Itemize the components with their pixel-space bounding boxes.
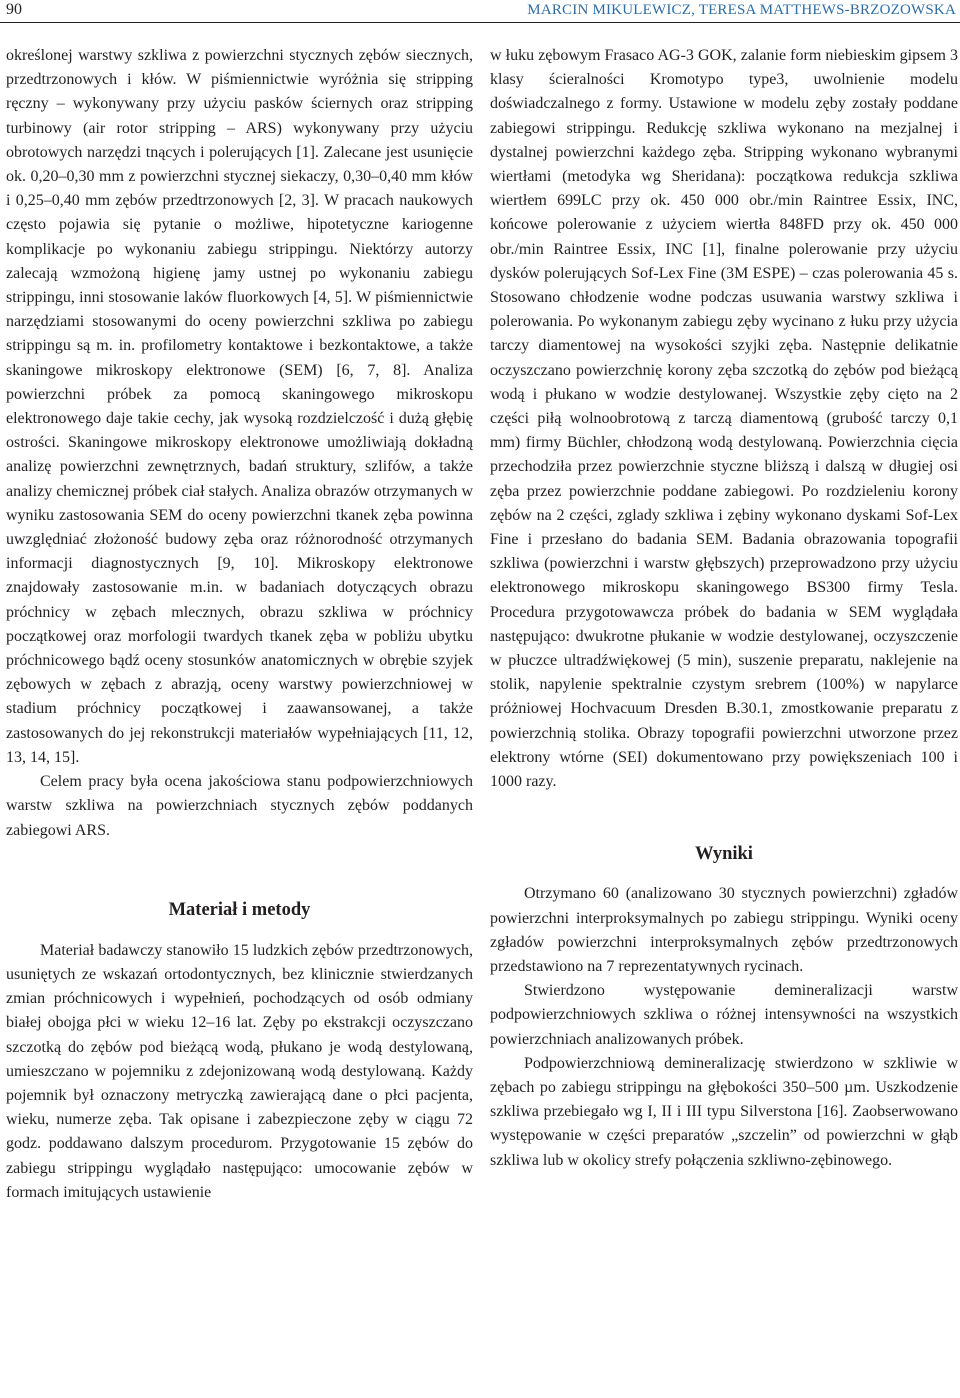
methods-continued-paragraph: w łuku zębowym Frasaco AG-3 GOK, zalanie form niebieskim gipsem 3 klasy ścieralności Kromotypo type3, uwolnienie modelu doświadczalnego z formy. Ustawione w modelu zęby zostały poddane zabiegowi strippingu. Redukcję szkliwa wykonano na mezjalnej i dystalnej powierzchni każdego zęba. Stripping wykonano wybranymi wiertłami (metodyka wg Sheridana): początkowa redukcja szkliwa wiertłem 699LC przy ok. 450 000 obr./min Raintree Essix, INC, końcowe polerowanie z użyciem wiertła 848FD przy ok. 450 000 obr./min Raintree Essix, INC [1], finalne polerowanie przy użyciu dysków polerujących Sof-Lex Fine (3M ESPE) – czas polerowania 45 s. Stosowano chłodzenie wodne podczas usuwania warstwy szkliwa i polerowania. Po wykonanym zabiegu zęby wycinano z łuku przy użycia tarczy diamentowej na wysokości szyjki zęba. Następnie delikatnie oczyszczano powierzchnię korony zęba szczotką do zębów pod bieżącą wodą i płukano w wodzie destylowanej. Wszystkie zęby cięto na 2 części piłą wolnoobrotową z tarczą diamentową (grubość tarczy 0,1 mm) firmy Büchler, chłodzoną wodą destylowaną. Powierzchnia cięcia przechodziła przez powierzchnie styczne bliższą i dalszą w długiej osi zęba przez powierzchnie poddane zabiegowi. Po rozdzieleniu korony zębów na 2 części, zglady szkliwa i zębiny wykonano dyskami Sof-Lex Fine i przesłano do badania SEM. Badania obrazowania topografii szkliwa (powierzchni i warstw głębszych) przeprowadzono przy użyciu elektronowego mikroskopu skaningowego BS300 firmy Tesla. Procedura przygotowawcza próbek do badania w SEM wyglądała następująco: dwukrotne płukanie w wodzie destylowanej, oczyszczenie w płuczce ultradźwiękowej (5 min), suszenie preparatu, naklejenie na stolik, napylenie spektralnie czystym srebrem (100%) w napylarce próżniowej Hochvacuum Dresden B.30.1, zmostkowanie preparatu z powierzchnią stolika. Obrazy topografii powierzchni utworzone przez elektrony wtórne (SEI) dokumentowano przy powiększeniach 100 i 1000 razy. xyxy=(490,47,958,791)
section-heading-methods: Materiał i metody xyxy=(168,899,311,920)
running-head-authors: MARCIN MIKULEWICZ, TERESA MATTHEWS-BRZOZOWSKA xyxy=(527,2,956,18)
right-column xyxy=(490,44,958,1173)
results-paragraph-2: Stwierdzono występowanie demineralizacji warstw podpowierzchniowych szkliwa o różnej intensywności na wszystkich powierzchniach analizowanych próbek. xyxy=(490,982,958,1048)
section-heading-results: Wyniki xyxy=(695,844,753,865)
intro-paragraph: określonej warstwy szkliwa z powierzchni stycznych zębów siecznych, przedtrzonowych i kłów. W piśmiennictwie wyróżnia się stripping ręczny – wykonywany przy użyciu pasków ściernych oraz stripping turbinowy (air rotor stripping – ARS) wykonywany przy użyciu obrotowych narzędzi tnących i polerujących [1]. Zalecane jest usunięcie ok. 0,20–0,30 mm z powierzchni stycznej siekaczy, 0,30–0,40 mm kłów i 0,25–0,40 mm zębów przedtrzonowych [2, 3]. W pracach naukowych często pojawia się pytanie o możliwe, hipotetyczne kariogenne komplikacje po wykonaniu zabiegu strippingu. Niektórzy autorzy zalecają wzmożoną higienę jamy ustnej po wykonaniu zabiegu strippingu, inni stosowanie laków fluorkowych [4, 5]. W piśmiennictwie narzędziami stosowanymi do oceny powierzchni szkliwa po zabiegu strippingu są m. in. profilometry kontaktowe i bezkontaktowe, a także skaningowe mikroskopy elektronowe (SEM) [6, 7, 8]. Analiza powierzchni próbek za pomocą skaningowego mikroskopu elektronowego daje takie cechy, jak wysoką rozdzielczość i dużą głębię ostrości. Skaningowe mikroskopy elektronowe umożliwiają dokładną analizę powierzchni zewnętrznych, badań struktury, szlifów, a także analizy chemicznej próbek ciał stałych. Analiza obrazów otrzymanych w wyniku zastosowania SEM do oceny powierzchni tkanek zęba powinna uwzględniać złożoność budowy zęba oraz różnorodność otrzymanych informacji diagnostycznych [9, 10]. Mikroskopy elektronowe znajdowały zastosowanie m.in. w badaniach dotyczących obrazu próchnicy w zębach mlecznych, obrazu szkliwa w próchnicy początkowej oraz morfologii twardych tkanek zęba w pobliżu ubytku próchnicowego bądź oceny stosunków anatomicznych w obrębie szyjek zębowych w zębach z abrazją, oceny warstwy powierzchniowej w stadium próchnicy początkowej i zaawansowanej, a także zastosowanych do jej rekonstrukcji materiałów wypełniających [11, 12, 13, 14, 15]. xyxy=(6,47,473,766)
results-paragraph-3: Podpowierzchniową demineralizację stwierdzono w szkliwie w zębach po zabiegu strippingu na głębokości 350–500 µm. Uszkodzenie szkliwa przebiegało wg I, II i III typu Silverstona [16]. Zaobserwowano występowanie w części preparatów „szczelin” od powierzchni w głąb szkliwa lub w okolicy strefy połączenia szkliwno-zębinowego. xyxy=(490,1054,958,1169)
aim-paragraph: Celem pracy była ocena jakościowa stanu podpowierzchniowych warstw szkliwa na powierzchniach stycznych zębów poddanych zabiegowi ARS. xyxy=(6,773,473,839)
page-header xyxy=(0,0,960,22)
header-rule xyxy=(0,22,960,23)
left-column xyxy=(6,44,473,1205)
results-paragraph-1: Otrzymano 60 (analizowano 30 stycznych powierzchni) zgładów powierzchni interproksymalnych po zabiegu strippingu. Wyniki oceny zgładów powierzchni interproksymalnych zębów przedtrzonowych przedstawiono na 7 reprezentatywnych rycinach. xyxy=(490,885,958,975)
methods-paragraph: Materiał badawczy stanowiło 15 ludzkich zębów przedtrzonowych, usuniętych ze wskazań ortodontycznych, bez klinicznie stwierdzanych zmian próchnicowych i wypełnień, pochodzących od osób odmiany białej obojga płci w wieku 12–16 lat. Zęby po ekstrakcji oczyszczano szczotką do zębów pod bieżącą wodą, płukano je wodą destylowaną, umieszczano w pojemniku z zdejonizowaną wodą destylowaną. Każdy pojemnik był oznaczony metryczką zawierającą dane o płci pacjenta, wieku, numerze zęba. Tak opisane i zabezpieczone zęby w ciągu 72 godz. poddawano dalszym procedurom. Przygotowanie 15 zębów do zabiegu strippingu wyglądało następująco: umocowanie zębów w formach imitujących ustawienie xyxy=(6,941,473,1201)
page-number: 90 xyxy=(6,1,22,18)
